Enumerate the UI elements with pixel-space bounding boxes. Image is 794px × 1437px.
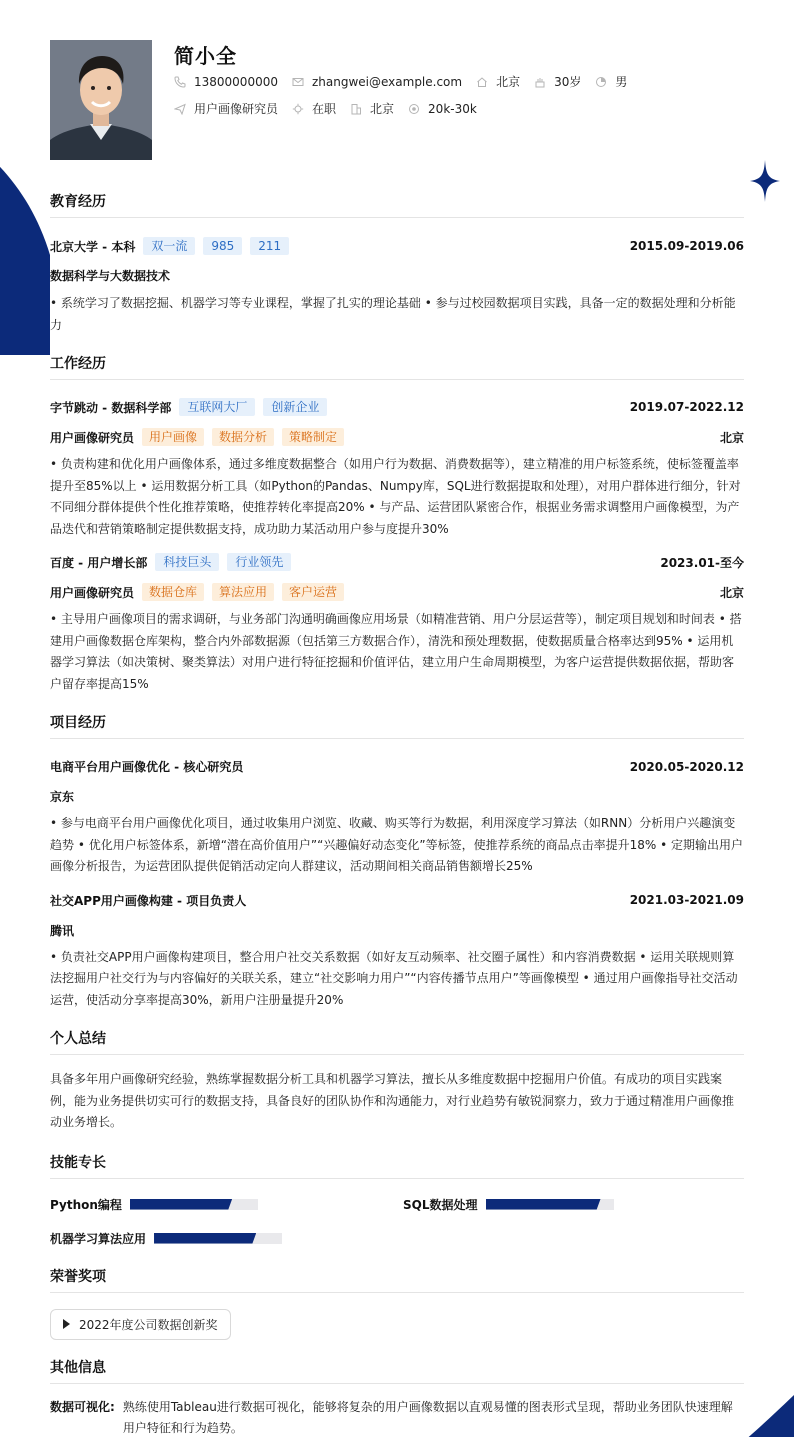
company-tag: 行业领先 [227,553,291,571]
star-icon [750,160,780,202]
project-org: 京东 [50,790,75,804]
company-tag: 科技巨头 [155,553,219,571]
gender-text: 男 [615,75,628,89]
project-period: 2021.03-2021.09 [629,893,744,907]
work-city: 北京 [719,585,744,600]
company-name: 百度 - 用户增长部 [50,555,148,570]
project-entry [50,892,744,1012]
company-tag: 互联网大厂 [179,398,255,416]
skill-tag: 算法应用 [212,583,274,601]
expand-triangle-icon [63,1319,70,1329]
project-name: 社交APP用户画像构建 - 项目负责人 [50,893,247,908]
salary-text: 20k-30k [428,101,477,116]
phone-item [174,75,278,89]
school-tag: 211 [250,237,289,255]
skills-section [50,1152,744,1257]
education-description: • 系统学习了数据挖掘、机器学习等专业课程，掌握了扎实的理论基础 • 参与过校园数据项目实践，具备一定的数据处理和分析能力 [50,296,736,332]
work-entry-head [50,398,744,416]
work-section [50,353,744,695]
skill-item [50,1230,282,1247]
skill-tag: 数据分析 [212,428,274,446]
other-info-text: 熟练使用Tableau进行数据可视化，能够将复杂的用户画像数据以直观易懂的图表形式呈现，帮助业务团队快速理解用户特征和行为趋势。 [122,1399,733,1435]
status-text: 在职 [312,102,337,116]
project-name: 电商平台用户画像优化 - 核心研究员 [50,760,244,774]
skill-level-bar [130,1199,258,1210]
target-role-text: 用户画像研究员 [194,102,279,116]
location-item [476,73,520,90]
skill-level-fill [130,1199,232,1210]
email-item [292,75,462,89]
school-tag: 985 [203,237,242,255]
section-title-summary: 个人总结 [50,1028,744,1055]
work-period: 2019.07-2022.12 [629,400,744,414]
award-name: 2022年度公司数据创新奖 [79,1317,218,1332]
skill-tag: 客户运营 [282,583,344,601]
status-item [292,100,336,117]
decorative-curve-left [0,95,50,355]
profile-header [50,40,744,160]
location-text: 北京 [496,75,521,89]
target-role-item [174,100,278,117]
skill-level-fill [154,1233,256,1244]
work-entry-head [50,553,744,571]
building-icon [350,103,362,115]
school-tag: 双一流 [143,237,195,255]
avatar [50,40,152,160]
status-icon [292,103,304,115]
project-period: 2020.05-2020.12 [629,759,744,774]
education-section [50,191,744,336]
skill-level-bar [486,1199,614,1210]
section-title-projects: 项目经历 [50,712,744,739]
other-info-row [50,1397,744,1437]
gender-item [595,73,627,90]
gender-icon [595,76,607,88]
skills-grid [50,1187,744,1257]
award-item[interactable] [50,1309,231,1340]
target-city-item [350,100,394,117]
job-role: 用户画像研究员 [50,585,135,600]
project-entry-head [50,892,744,909]
home-icon [476,76,488,88]
age-icon [534,76,546,88]
skill-level-fill [486,1199,601,1210]
skill-name: Python编程 [50,1197,122,1212]
work-role-row [50,583,744,601]
skill-name: SQL数据处理 [403,1197,478,1212]
mail-icon [292,76,304,88]
work-period: 2023.01-至今 [660,555,744,570]
skill-tag: 策略制定 [282,428,344,446]
money-icon [408,103,420,115]
work-description: • 主导用户画像项目的需求调研，与业务部门沟通明确画像应用场景（如精准营销、用户分层运营等），制定项目规划和时间表 • 搭建用户画像数据仓库架构，整合内外部数据源（包括第三方数据合作），清洗和预处理数据，使数据质量合格率达到95% • 运用机器学习算法（如决策树、聚类算法）对用户进行特征挖掘和价值评估，建立用户生命周期模型，为客户运营提供数据依据，帮助客户留存率提高15% [50,612,742,691]
skill-item [403,1196,614,1213]
project-entry [50,758,744,878]
section-title-awards: 荣誉奖项 [50,1266,744,1293]
skill-tag: 用户画像 [142,428,204,446]
awards-section [50,1266,744,1340]
major: 数据科学与大数据技术 [50,269,171,283]
work-description: • 负责构建和优化用户画像体系，通过多维度数据整合（如用户行为数据、消费数据等），建立精准的用户标签系统，使标签覆盖率提升至85%以上 • 运用数据分析工具（如Python的Pandas、Numpy库，SQL进行数据提取和处理），对用户群体进行细分，针对不同细分群体提供个性化推荐策略，使推荐转化率提高20% • 与产品、运营团队紧密合作，根据业务需求调整用户画像模型，为产品迭代和营销策略制定提供数据支持，成功助力某活动用户参与度提升30% [50,457,741,536]
email-text: zhangwei@example.com [311,74,463,89]
phone-icon [174,76,186,88]
summary-section [50,1028,744,1134]
target-city-text: 北京 [370,102,395,116]
education-period: 2015.09-2019.06 [629,239,744,253]
project-entry-head [50,758,744,775]
age-item [534,73,581,90]
section-title-other: 其他信息 [50,1357,744,1384]
project-org: 腾讯 [50,923,75,938]
skill-item [50,1196,258,1213]
job-intent-row [174,100,491,117]
company-name: 字节跳动 - 数据科学部 [50,400,172,415]
work-role-row [50,428,744,446]
section-title-skills: 技能专长 [50,1152,744,1179]
other-section [50,1357,744,1437]
age-text: 30岁 [554,75,582,89]
work-city: 北京 [719,430,744,445]
education-entry-head [50,237,744,255]
school-name: 北京大学 - 本科 [50,239,136,254]
project-description: • 负责社交APP用户画像构建项目，整合用户社交关系数据（如好友互动频率、社交圈子属性）和内容消费数据 • 运用关联规则算法挖掘用户社交行为与内容偏好的关联关系，建立“社交影响力用户”“内容传播节点用户”等画像模型 • 通过用户画像指导社交活动运营，使活动分享率提高30%，新用户注册量提升20% [50,949,738,1007]
skill-level-bar [154,1233,282,1244]
work-entry [50,553,744,695]
phone-text: 13800000000 [194,74,278,89]
contact-row [174,73,641,90]
section-title-work: 工作经历 [50,353,744,380]
candidate-name: 简小全 [174,44,237,68]
company-tag: 创新企业 [263,398,327,416]
send-icon [174,103,186,115]
work-entry [50,398,744,540]
summary-text: 具备多年用户画像研究经验，熟练掌握数据分析工具和机器学习算法，擅长从多维度数据中挖掘用户价值。有成功的项目实践案例，能为业务提供切实可行的数据支持，具备良好的团队协作和沟通能力，对行业趋势有敏锐洞察力，致力于通过精准用户画像推动业务增长。 [50,1072,735,1129]
skill-tag: 数据仓库 [142,583,204,601]
project-description: • 参与电商平台用户画像优化项目，通过收集用户浏览、收藏、购买等行为数据，利用深度学习算法（如RNN）分析用户兴趣演变趋势 • 优化用户标签体系，新增“潜在高价值用户”“兴趣偏好动态变化”等标签，使推荐系统的商品点击率提升18% • 定期输出用户画像分析报告，为运营团队提供促销活动定向人群建议，活动期间相关商品销售额增长25% [50,816,743,873]
projects-section [50,712,744,1011]
salary-item [408,102,477,116]
other-info-label: 数据可视化: [50,1399,115,1414]
job-role: 用户画像研究员 [50,430,135,445]
avatar-illustration [50,40,152,160]
skill-name: 机器学习算法应用 [50,1231,147,1246]
section-title-education: 教育经历 [50,191,744,218]
